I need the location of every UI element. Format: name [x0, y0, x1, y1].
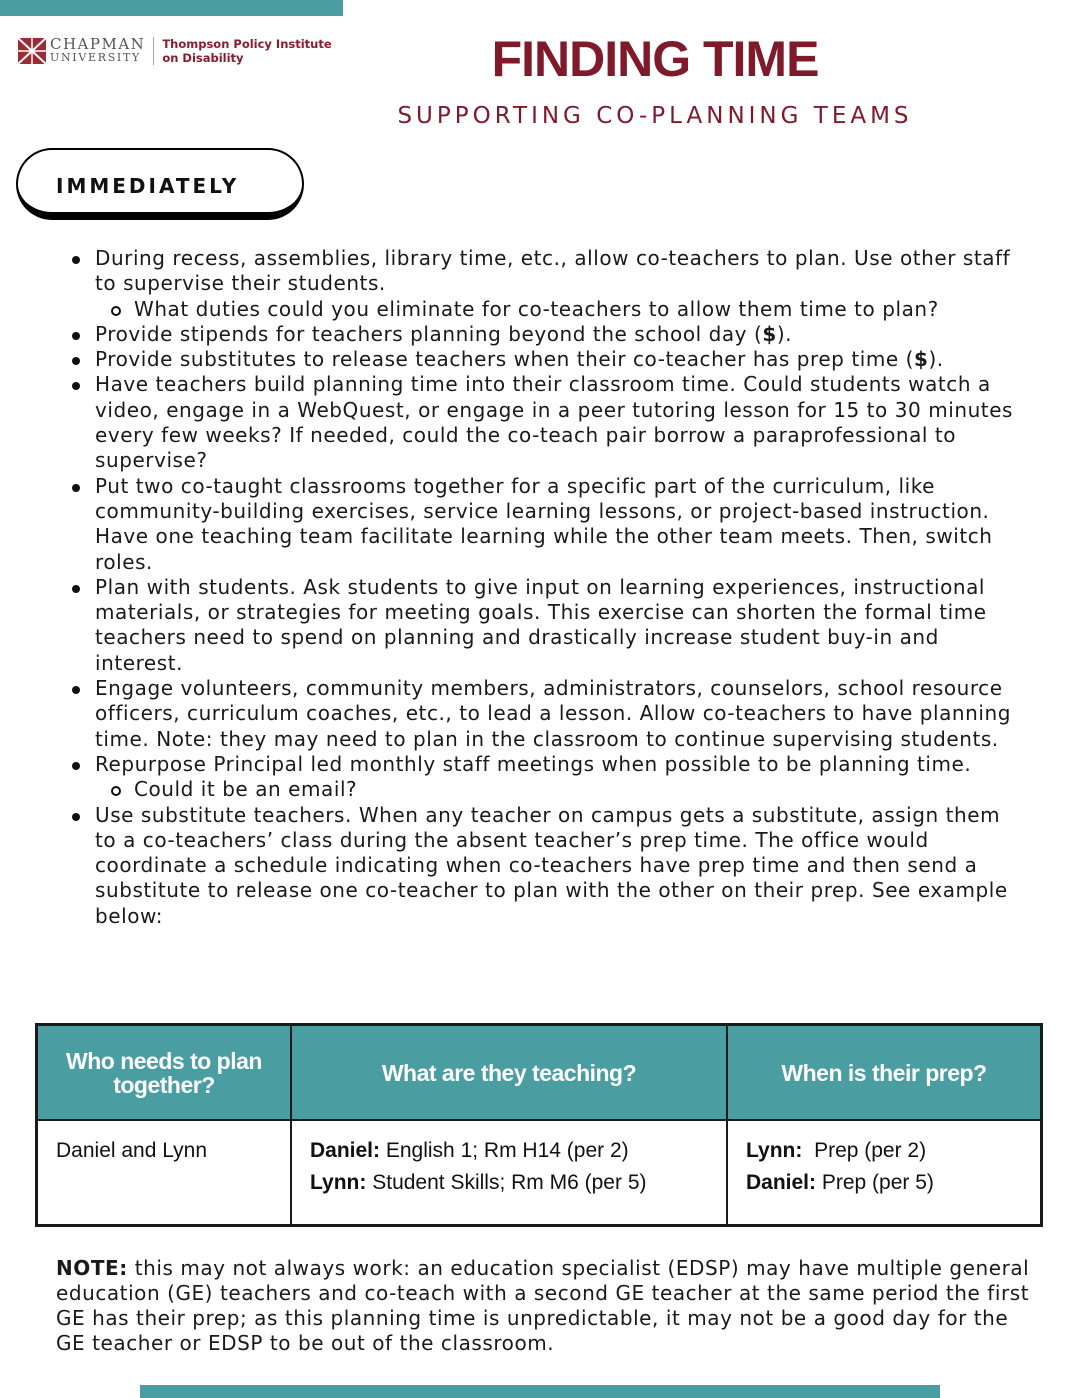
cell-prep	[727, 1120, 1040, 1224]
cost-marker: $	[913, 347, 929, 372]
cost-marker: $	[762, 321, 777, 346]
table-header-row	[38, 1026, 1040, 1120]
teacher-name: Daniel:	[746, 1171, 817, 1194]
list-item-text: Use substitute teachers. When any teacher on campus gets a substitute, assign them to a co-teachers’ class during the absent teacher’s prep time. The office would coordinate a schedule indicating when co-teachers have prep time and then send a substitute to release one co-teacher to plan with the other on their prep. See example below:	[95, 802, 1008, 928]
list-item	[95, 575, 1020, 676]
list-item-text: During recess, assemblies, library time, etc., allow co-teachers to plan. Use other staff to supervise their students.	[95, 246, 1011, 296]
cell-teaching	[291, 1120, 727, 1224]
prep-detail: Prep (per 5)	[821, 1171, 934, 1194]
teaching-detail: English 1; Rm H14 (per 2)	[385, 1139, 629, 1162]
sub-list-item	[95, 777, 1020, 802]
list-item-text: Repurpose Principal led monthly staff meetings when possible to be planning time.	[95, 751, 972, 776]
chapman-window-icon	[18, 38, 46, 64]
university-line-2: UNIVERSITY	[50, 51, 141, 64]
list-item-text: Provide stipends for teachers planning beyond the school day (	[95, 321, 763, 346]
table-row	[38, 1120, 1040, 1224]
list-item	[95, 372, 1020, 473]
list-item-text: Could it be an email?	[134, 777, 358, 802]
page-title: FINDING TIME	[491, 31, 819, 87]
list-item	[95, 347, 1020, 372]
prep-line	[746, 1135, 1024, 1167]
prep-line	[746, 1167, 1024, 1199]
teacher-name: Lynn:	[310, 1171, 367, 1194]
list-item-text: Engage volunteers, community members, administrators, counselors, school resource officers, curriculum coaches, etc., to lead a lesson. Allow co-teachers to have planning time. Note: they may need to plan in the classroom to continue supervising students.	[95, 676, 1011, 751]
chapman-logo	[18, 34, 332, 68]
prep-detail: Prep (per 2)	[814, 1139, 927, 1162]
note-text: this may not always work: an education specialist (EDSP) may have multiple general education (GE) teachers and co-teach with a second GE teacher at the same period the first GE has their prep; as this planning time is unpredictable, it may not be a good day for the GE teacher or EDSP to be out of the classroom.	[56, 1256, 1030, 1355]
section-label: IMMEDIATELY	[56, 174, 240, 198]
strategy-list	[95, 246, 1020, 929]
header-who: Who needs to plan together?	[38, 1026, 291, 1120]
bottom-accent-bar	[140, 1385, 940, 1398]
institute-wordmark	[162, 37, 331, 65]
sub-list-item	[95, 297, 1020, 322]
teaching-detail: Student Skills; Rm M6 (per 5)	[372, 1171, 647, 1194]
list-item	[95, 803, 1020, 929]
institute-line-2: on Disability	[162, 51, 244, 65]
list-item	[95, 322, 1020, 347]
note-paragraph	[56, 1256, 1031, 1356]
header-teaching: What are they teaching?	[291, 1026, 727, 1120]
logo-divider	[153, 37, 154, 65]
note-label: NOTE:	[56, 1256, 128, 1280]
list-item-tail: ).	[776, 321, 793, 346]
teaching-line	[310, 1135, 710, 1167]
list-item-text: Put two co-taught classrooms together for a specific part of the curriculum, like community-building exercises, service learning lessons, or project-based instruction. Have one teaching team facilitate learning while the other team meets. Then, switch roles.	[95, 473, 993, 574]
list-item	[95, 752, 1020, 777]
teacher-name: Lynn:	[746, 1139, 803, 1162]
page-subtitle: SUPPORTING CO-PLANNING TEAMS	[397, 103, 913, 129]
list-item	[95, 676, 1020, 752]
section-label-pill	[16, 148, 304, 220]
teaching-line	[310, 1167, 710, 1199]
who-value: Daniel and Lynn	[56, 1139, 207, 1162]
list-item	[95, 246, 1020, 297]
list-item-text: What duties could you eliminate for co-teachers to allow them time to plan?	[134, 296, 939, 321]
top-accent-bar	[0, 0, 343, 16]
list-item-tail: ).	[928, 347, 944, 372]
list-item-text: Plan with students. Ask students to give input on learning experiences, instructional materials, or strategies for meeting goals. This exercise can shorten the formal time teachers need to spend on planning and drastically increase student buy-in and interest.	[95, 574, 987, 675]
institute-line-1: Thompson Policy Institute	[162, 37, 332, 51]
list-item	[95, 474, 1020, 575]
list-item-text: Provide substitutes to release teachers when their co-teacher has prep time (	[95, 347, 914, 372]
header-prep: When is their prep?	[727, 1026, 1040, 1120]
university-wordmark	[50, 35, 146, 64]
list-item-text: Have teachers build planning time into their classroom time. Could students watch a video, engage in a WebQuest, or engage in a peer tutoring lesson for 15 to 30 minutes every few weeks? If needed, could the co-teach pair borrow a paraprofessional to supervise?	[95, 372, 1014, 473]
cell-who	[38, 1120, 291, 1224]
teacher-name: Daniel:	[310, 1139, 381, 1162]
university-line-1: CHAPMAN	[50, 35, 146, 53]
example-schedule-table	[35, 1023, 1043, 1227]
